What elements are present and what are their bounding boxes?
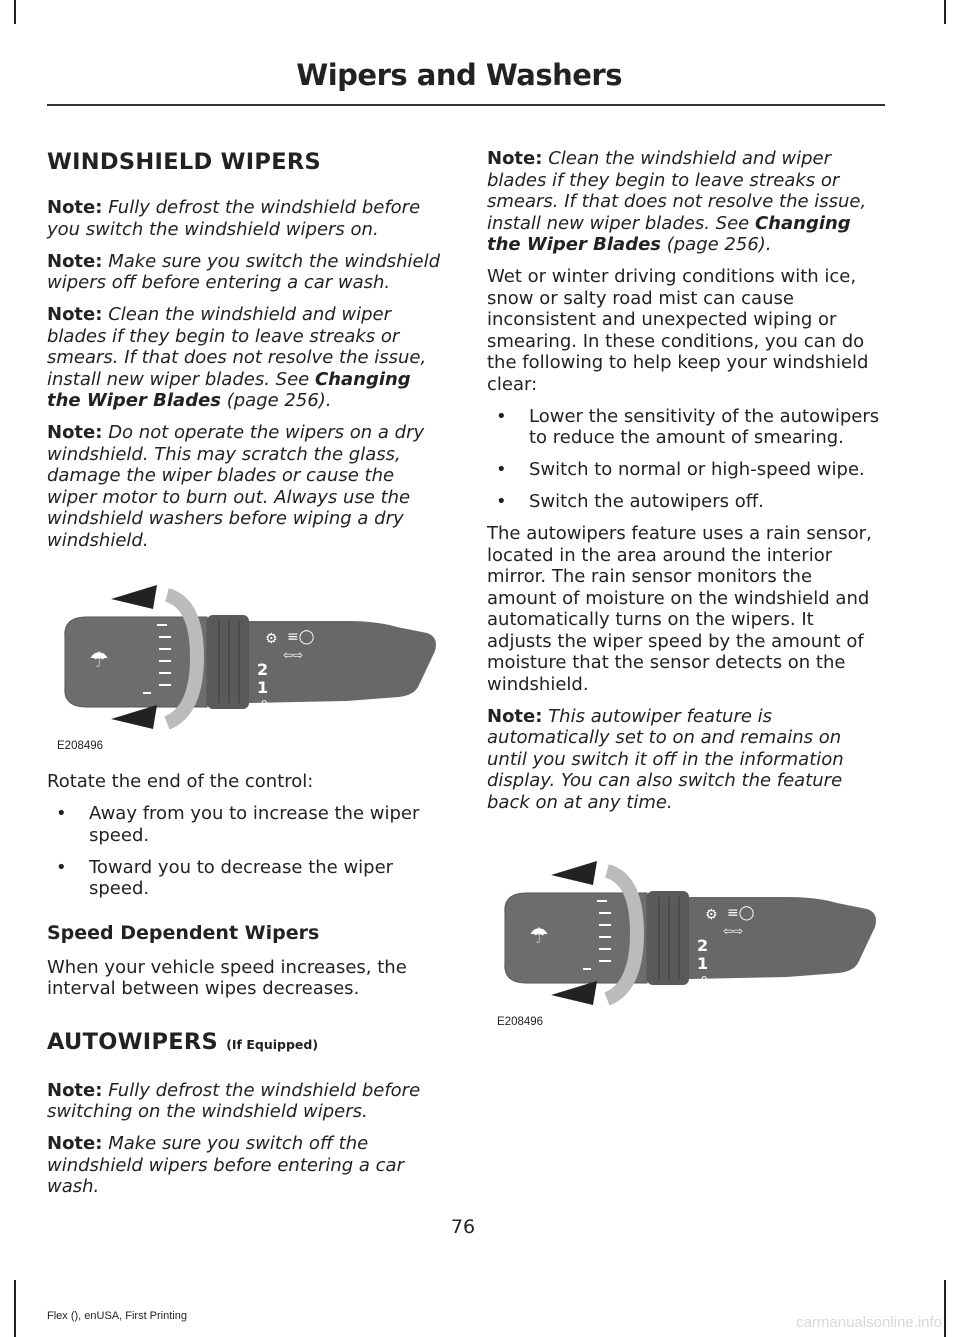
svg-text:⚙: ⚙ [705,907,718,923]
list-item: • Switch the autowipers off. [496,491,764,512]
crop-mark-top-left [14,0,16,24]
footer-edition: Flex (), enUSA, First Printing [47,1310,187,1322]
svg-text:≡◯: ≡◯ [727,905,755,921]
left-column [47,140,442,1208]
note-autowiper-setting: Note: This autowiper feature is automatically set to on and remains on until you switch it off in the information display. You can also switch the feature back on at any time. [487,705,844,813]
page-number: 76 [450,1216,476,1238]
rotate-instruction: Rotate the end of the control: [47,771,314,792]
wiper-stalk-figure-2 [487,853,882,1033]
svg-text:☂: ☂ [89,648,109,673]
speed-2-marking: 2 [257,660,269,679]
note-clean-blades-auto: Note: Clean the windshield and wiper blades if they begin to leave streaks or smears. If that does not resolve the issue, install new wiper blades. See Changing the Wiper Blades (page 256). [487,148,867,255]
list-item: • Toward you to decrease the wiper speed. [56,856,394,899]
header-rule [47,104,885,106]
svg-text:≡◯: ≡◯ [287,629,315,645]
section-heading-autowipers: AUTOWIPERS (If Equipped) [47,1028,319,1055]
note-dry-windshield: Note: Do not operate the wipers on a dry windshield. This may scratch the glass, damage the wiper blades or cause the wiper motor to burn out. Always use the windshield washers before wiping a dry windshield. [47,422,425,551]
crop-mark-bottom-right [944,1280,946,1337]
svg-text:⇦⇨: ⇦⇨ [283,648,304,662]
svg-text:⇦⇨: ⇦⇨ [723,924,744,938]
off-marking: 0 [701,975,708,986]
wiper-stalk-figure [47,577,442,757]
winter-bullets [487,406,883,513]
note-auto-car-wash: Note: Make sure you switch off the windshield wipers before entering a car wash. [47,1133,404,1197]
speed-1-marking: 1 [697,954,709,973]
note-defrost: Note: Fully defrost the windshield before you switch the windshield wipers on. [47,197,421,240]
rotate-bullets [47,803,442,900]
link-changing-wiper-blades[interactable]: Changing the Wiper Blades [487,212,851,255]
winter-conditions-text: Wet or winter driving conditions with ice, snow or salty road mist can cause inconsistent and unexpected wiping or smearing. In these conditions, you can do the following to help keep your windshield clear: [487,266,869,395]
svg-text:⚙: ⚙ [265,631,278,647]
watermark: carmanualsonline.info [796,1314,942,1331]
rain-sensor-text: The autowipers feature uses a rain sensor, located in the area around the interior mirror. The rain sensor monitors the amount of moisture on the windshield and automatically turns on the wipers. It adjusts the wiper speed by the amount of moisture that the sensor detects on the windshield. [487,523,872,695]
figure-code: E208496 [497,1015,544,1028]
right-column [487,148,883,1047]
list-item: • Switch to normal or high-speed wipe. [496,459,865,480]
crop-mark-top-right [944,0,946,24]
list-item: • Lower the sensitivity of the autowipers to reduce the amount of smearing. [496,405,880,448]
figure-code: E208496 [57,739,104,752]
wiper-stalk-illustration [47,577,442,737]
speed-2-marking: 2 [697,936,709,955]
section-heading-windshield-wipers: WINDSHIELD WIPERS [47,149,322,175]
crop-mark-bottom-left [14,1280,16,1337]
note-clean-blades: Note: Clean the windshield and wiper blades if they begin to leave streaks or smears. If that does not resolve the issue, install new wiper blades. See Changing the Wiper Blades (page 256). [47,304,427,411]
note-auto-defrost: Note: Fully defrost the windshield before switching on the windshield wipers. [47,1079,421,1122]
off-marking: 0 [261,699,268,710]
speed-1-marking: 1 [257,678,269,697]
svg-text:☂: ☂ [529,924,549,949]
page-header-title: Wipers and Washers [296,58,622,92]
list-item: • Away from you to increase the wiper speed. [56,803,420,846]
if-equipped-label: (If Equipped) [226,1036,319,1052]
note-car-wash: Note: Make sure you switch the windshield wipers off before entering a car wash. [47,250,441,293]
wiper-stalk-illustration-2 [487,853,882,1013]
speed-dependent-text: When your vehicle speed increases, the interval between wipes decreases. [47,956,407,999]
subheading-speed-dependent-wipers: Speed Dependent Wipers [47,921,320,944]
link-changing-wiper-blades[interactable]: Changing the Wiper Blades [47,368,411,411]
